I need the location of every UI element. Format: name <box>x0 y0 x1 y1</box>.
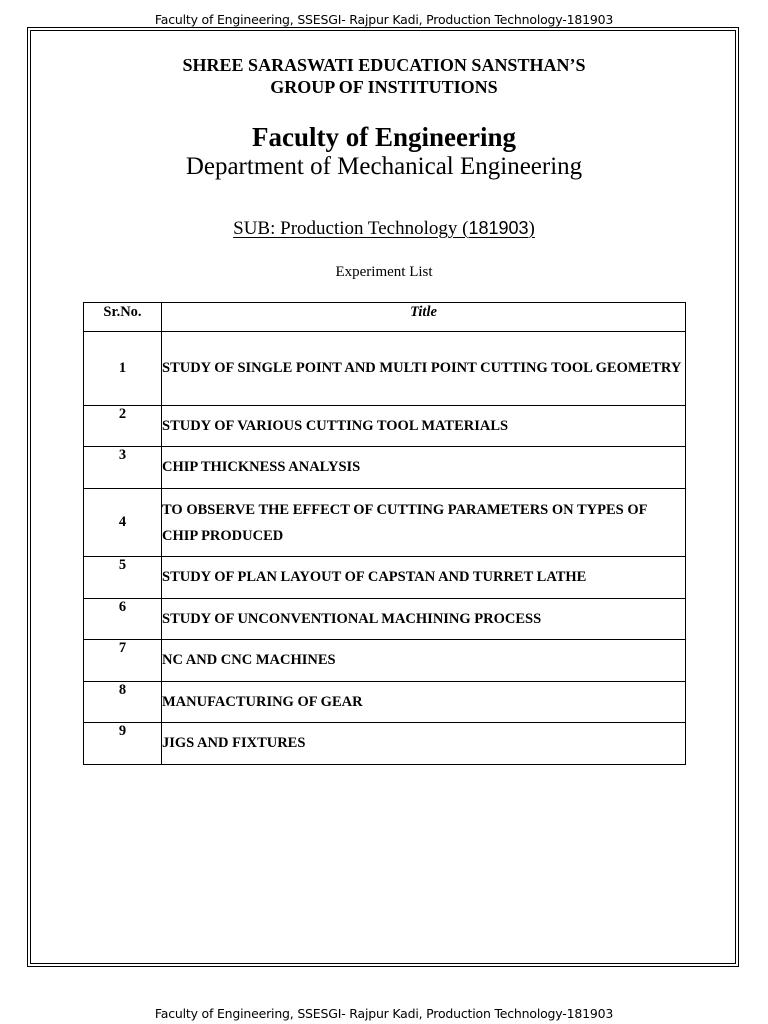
table-row <box>84 723 686 765</box>
row-sr-no: 6 <box>84 599 162 640</box>
row-title: MANUFACTURING OF GEAR <box>162 682 686 723</box>
faculty-title: Faculty of Engineering <box>252 122 516 152</box>
row-sr-no: 7 <box>84 640 162 682</box>
table-row <box>84 489 686 557</box>
row-title: NC AND CNC MACHINES <box>162 640 686 682</box>
header-title: Title <box>162 303 686 332</box>
row-sr-no: 4 <box>84 489 162 557</box>
row-sr-no: 5 <box>84 557 162 599</box>
institution-name-line2: GROUP OF INSTITUTIONS <box>270 77 498 97</box>
table-row <box>84 682 686 723</box>
row-title: CHIP THICKNESS ANALYSIS <box>162 447 686 489</box>
subject-prefix: SUB: Production Technology ( <box>233 218 469 239</box>
table-row <box>84 557 686 599</box>
row-sr-no: 2 <box>84 406 162 447</box>
row-sr-no: 1 <box>84 332 162 406</box>
table-row <box>84 599 686 640</box>
running-header: Faculty of Engineering, SSESGI- Rajpur Kadi, Production Technology-181903 <box>154 12 614 27</box>
row-sr-no: 3 <box>84 447 162 489</box>
row-title: STUDY OF PLAN LAYOUT OF CAPSTAN AND TURRET LATHE <box>162 557 686 599</box>
table-header-row <box>84 303 686 332</box>
row-title: JIGS AND FIXTURES <box>162 723 686 765</box>
subject-code: 181903 <box>468 218 529 238</box>
table-row <box>84 640 686 682</box>
table-row <box>84 406 686 447</box>
table-row <box>84 447 686 489</box>
subject-suffix: ) <box>528 218 535 239</box>
running-footer: Faculty of Engineering, SSESGI- Rajpur Kadi, Production Technology-181903 <box>154 1006 614 1021</box>
row-title: STUDY OF UNCONVENTIONAL MACHINING PROCESS <box>162 599 686 640</box>
department-title: Department of Mechanical Engineering <box>185 153 583 180</box>
header-sr-no: Sr.No. <box>84 303 162 332</box>
experiment-table <box>83 302 686 765</box>
experiment-list-title: Experiment List <box>335 264 433 280</box>
row-title: STUDY OF VARIOUS CUTTING TOOL MATERIALS <box>162 406 686 447</box>
row-sr-no: 8 <box>84 682 162 723</box>
subject-underline <box>233 218 535 239</box>
row-title: STUDY OF SINGLE POINT AND MULTI POINT CUTTING TOOL GEOMETRY <box>162 332 686 406</box>
subject-line <box>0 216 768 241</box>
table-row <box>84 332 686 406</box>
institution-name-line1: SHREE SARASWATI EDUCATION SANSTHAN’S <box>182 55 586 75</box>
row-title: TO OBSERVE THE EFFECT OF CUTTING PARAMETERS ON TYPES OF CHIP PRODUCED <box>162 489 686 557</box>
row-sr-no: 9 <box>84 723 162 765</box>
